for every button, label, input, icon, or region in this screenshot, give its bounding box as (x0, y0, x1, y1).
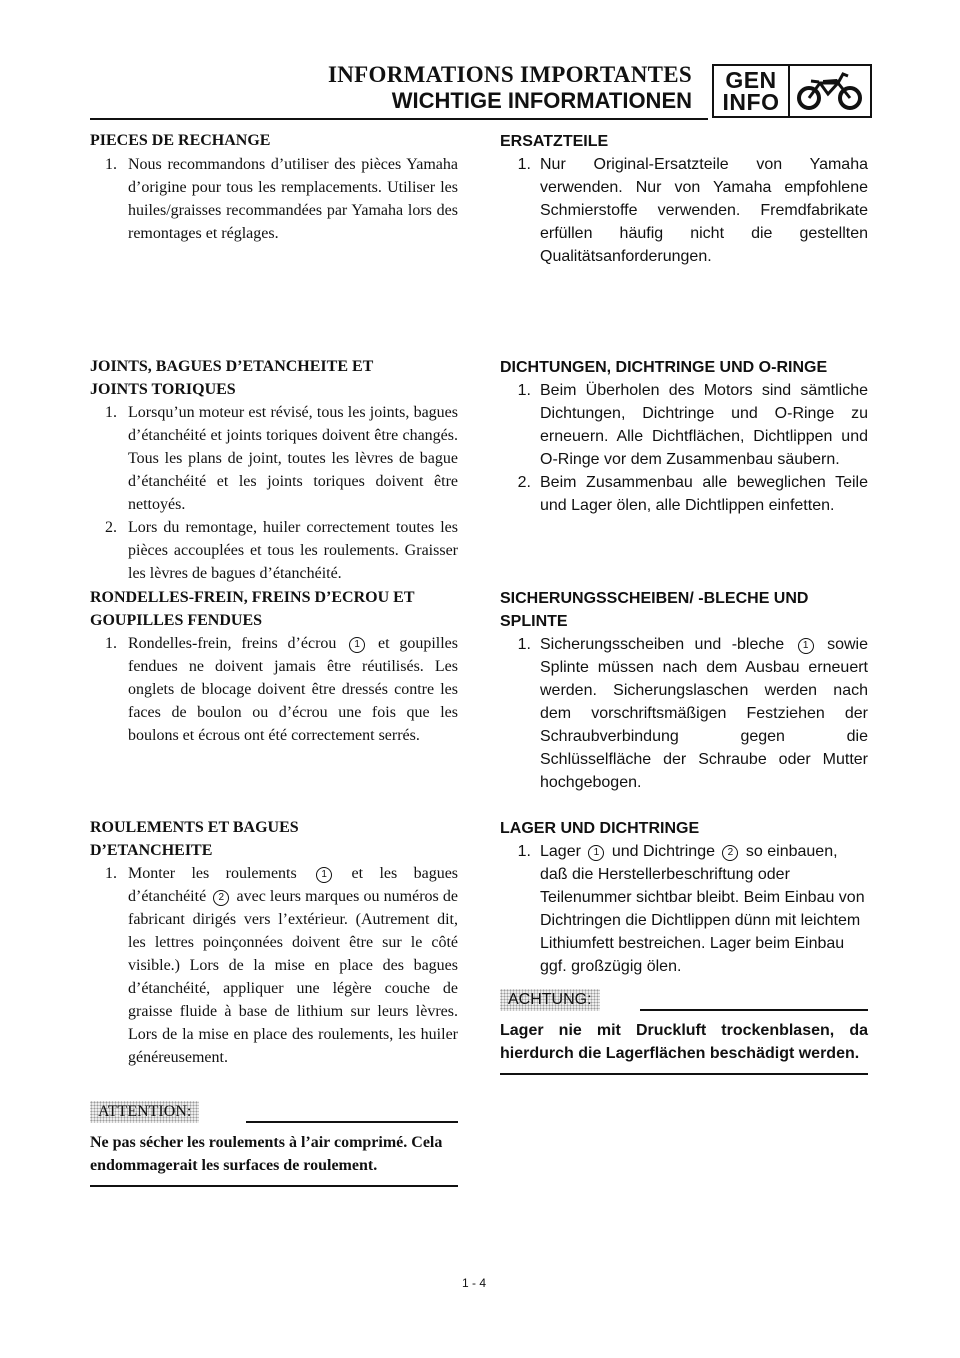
header-title-fr: INFORMATIONS IMPORTANTES (328, 62, 692, 87)
fr-heading-rondelles (90, 587, 458, 632)
item-text: Beim Überholen des Motors sind sämtliche Dichtungen, Dichtringe und O-Ringe zu erneuern. Alle Dichtflächen, Dichtlippen und O-Ringe vor dem Zusammenbau säubern. (540, 382, 868, 468)
heading-line: D’ETANCHEITE (90, 841, 213, 859)
item-number: 1. (105, 404, 117, 421)
header-title-de: WICHTIGE INFORMATIONEN (391, 88, 692, 113)
list-item (90, 516, 458, 585)
de-heading-dichtungen: DICHTUNGEN, DICHTRINGE UND O-RINGE (500, 359, 828, 376)
item-text: Beim Zusammenbau alle beweglichen Teile und Lager ölen, alle Dichtlippen einfetten. (540, 474, 868, 514)
caution-label: ATTENTION: (90, 1101, 199, 1123)
item-number: 1. (517, 156, 531, 173)
badge-line-2: INFO (722, 89, 780, 115)
item-text: Lorsqu’un moteur est révisé, tous les joints, bagues d’étanchéité et joints toriques doivent être changés. Tous les plans de joint, toutes les lèvres de bague d’étanchéité et les joints toriques doivent être nettoyés. (128, 404, 458, 513)
item-number: 2. (105, 519, 117, 536)
item-number: 1. (517, 636, 531, 653)
de-heading-lager: LAGER UND DICHTRINGE (500, 820, 700, 837)
fr-section-roulements (90, 817, 458, 1069)
reference-marker: 1 (316, 867, 332, 883)
list-item (500, 471, 868, 517)
caution-label: ACHTUNG: (500, 989, 600, 1011)
de-section-dichtungen (500, 356, 868, 517)
fr-heading-roulements (90, 817, 458, 862)
fr-heading-joints (90, 356, 458, 401)
caution-text: Ne pas sécher les roulements à l’air comprimé. Cela endommagerait les surfaces de roulement. (90, 1134, 443, 1174)
item-text: Lager 1 und Dichtringe 2 so einbauen, daß die Herstellerbeschriftung oder Teilenummer sichtbar bleibt. Beim Einbau von Dichtringen die Dichtlippen dünn mit leichtem Lithiumfett bestreichen. Lager beim Einbau ggf. großzügig ölen. (540, 843, 865, 975)
de-section-lager (500, 817, 868, 978)
list-item (90, 153, 458, 245)
de-heading-sicherung (500, 587, 868, 633)
fr-heading-pieces: PIECES DE RECHANGE (90, 132, 271, 149)
item-text: Monter les roulements 1 et les bagues d’étanchéité 2 avec leurs marques ou numéros de fabricant dirigés vers l’extérieur. (Autrement dit, les lettres poinçonnées doivent être sur le côté visible.) Lors de la mise en place des bagues d’étanchéité, appliquer une légère couche de graisse fluide à base de lithium sur leurs lèvres. Lors de la mise en place des roulements, les huiler généreusement. (128, 865, 459, 1066)
list-item (500, 633, 868, 794)
de-section-sicherung (500, 587, 868, 794)
reference-marker: 1 (349, 637, 365, 653)
caution-bottom-rule (500, 1073, 868, 1075)
de-heading-ersatz: ERSATZTEILE (500, 133, 609, 150)
de-section-ersatz (500, 130, 868, 268)
reference-marker: 1 (588, 845, 604, 861)
item-text: Sicherungsscheiben und -bleche 1 sowie Splinte müssen nach dem Ausbau erneuert werden. Sicherungslaschen werden nach dem vorschriftsmäßigen Festziehen der Schraubverbindung gegen die Schlüsselfläche der Schraube oder Mutter hochgebogen. (540, 636, 868, 791)
badge-line-1: GEN (725, 67, 777, 93)
heading-line: RONDELLES-FREIN, FREINS D’ECROU ET (90, 589, 415, 606)
heading-line: ROULEMENTS ET BAGUES (90, 819, 299, 836)
item-number: 1. (105, 865, 117, 882)
page-number: 1 - 4 (462, 1276, 487, 1290)
list-item (500, 379, 868, 471)
section-badge-label (714, 66, 790, 116)
caution-rule (246, 1121, 458, 1123)
item-text: Rondelles-frein, freins d’écrou 1 et goupilles fendues ne doivent jamais être réutilisés. Les onglets de blocage doivent être dressés contre les faces de boulon ou d’écrou une fois que les boulons et écrous ont été correctement serrés. (128, 635, 459, 744)
fr-section-pieces (90, 130, 458, 245)
reference-marker: 1 (798, 638, 814, 654)
item-number: 1. (105, 155, 117, 173)
caution-bottom-rule (90, 1185, 458, 1187)
de-caution-box (500, 989, 868, 1075)
header-rule (90, 118, 708, 120)
item-text: Lors du remontage, huiler correctement toutes les pièces accouplées et tous les roulements. Graisser les lèvres de bagues d’étanchéité. (128, 519, 458, 582)
item-number: 2. (517, 474, 531, 491)
list-item (90, 401, 458, 516)
caution-rule (640, 1009, 868, 1011)
fr-caution-box (90, 1101, 458, 1187)
fr-section-rondelles (90, 587, 458, 747)
heading-line: GOUPILLES FENDUES (90, 611, 263, 629)
motorcycle-icon (790, 66, 870, 116)
item-text: Nur Original-Ersatzteile von Yamaha verwenden. Nur von Yamaha empfohlene Schmierstoffe verwenden. Fremdfabrikate erfüllen häufig nicht die gestellten Qualitätsanforderungen. (540, 156, 868, 265)
list-item (500, 840, 868, 978)
heading-line: SICHERUNGSSCHEIBEN/ -BLECHE UND (500, 590, 809, 607)
reference-marker: 2 (722, 845, 738, 861)
reference-marker: 2 (213, 890, 229, 906)
heading-line: JOINTS TORIQUES (90, 380, 236, 398)
heading-line: SPLINTE (500, 613, 568, 630)
item-text: Nous recommandons d’utiliser des pièces Yamaha d’origine pour tous les remplacements. Utiliser les huiles/graisses recommandées par Yamaha lors des remontages et réglages. (128, 155, 458, 242)
item-number: 1. (517, 382, 531, 399)
list-item (90, 632, 458, 747)
list-item (500, 153, 868, 268)
item-number: 1. (105, 635, 117, 652)
item-number: 1. (517, 843, 531, 860)
fr-section-joints (90, 356, 458, 585)
caution-text: Lager nie mit Druckluft trockenblasen, da hierdurch die Lagerflächen beschädigt werden. (500, 1022, 868, 1062)
list-item (90, 862, 458, 1069)
section-badge (712, 64, 872, 118)
heading-line: JOINTS, BAGUES D’ETANCHEITE ET (90, 358, 374, 375)
